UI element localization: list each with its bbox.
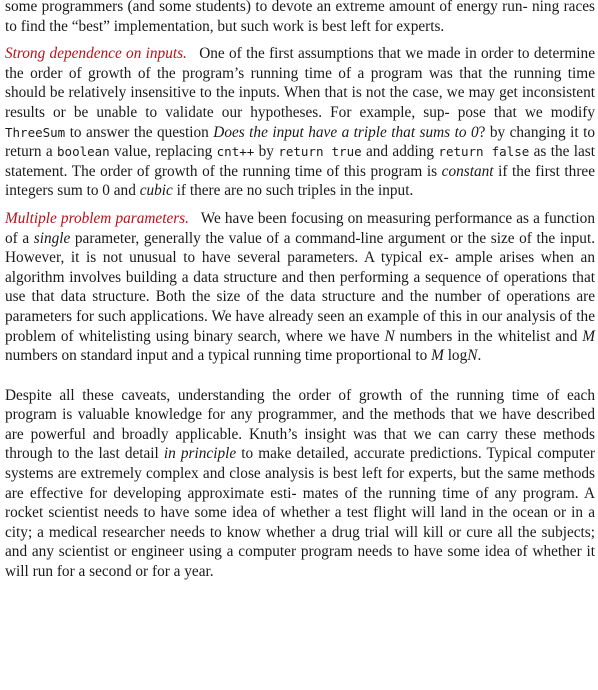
body-text: to make detailed, accurate predictions. Typical computer systems are extremely complex and close analysis is best left for experts, but the same methods are effective for developing approximate esti- mates of the running time of any program. A rocket scientist needs to have some idea of whether a test flight will land in the ocean or in a city; a medical researcher needs to know whether a drug trial will kill or cure all the subjects; and any scientist or engineer using a computer program needs to have some idea of whether it will run for a second or for a year. xyxy=(5,445,595,581)
body-text: if there are no such triples in the input. xyxy=(176,182,414,200)
body-text: One of the first assumptions that we made in order to determine the order of growth of the program’s running time of a program was that the running time should be relatively insensitive to the inputs. When that is not the case, we may get inconsistent results or be unable to validate our hypotheses. For example, sup- pose that we modify xyxy=(5,45,595,121)
variable-n: N xyxy=(467,347,478,365)
body-text: numbers on standard input and a typical running time proportional to xyxy=(5,347,428,365)
body-text: numbers in the whitelist and xyxy=(399,327,578,345)
body-text: as the last statement. The order of growth of the running time of this program is xyxy=(5,143,596,180)
body-text: parameter, generally the value of a command-line argument or the size of the input. However, it is not unusual to have several parameters. A typical ex- ample arises when an algorithm involves building a data structure and then performing a sequence of operations that use that data structure. Both the size of the data structure and the number of operations are parameters for such applications. We have already seen an example of this in our analysis of the problem of whitelisting using binary search, where we have xyxy=(5,229,596,345)
log-function: log xyxy=(447,347,468,365)
code-cnt: cnt++ xyxy=(216,144,255,160)
conclusion-paragraph xyxy=(5,386,595,582)
body-text: . xyxy=(477,347,482,365)
code-boolean: boolean xyxy=(57,144,110,160)
body-text: if the first three integers sum to 0 and xyxy=(5,162,596,200)
emphasis-in-principle: in principle xyxy=(163,445,237,463)
variable-m: M xyxy=(431,347,444,365)
body-text: We have been focusing on measuring performance as a function of a xyxy=(5,209,595,247)
emphasis-cubic: cubic xyxy=(139,182,173,200)
strong-dependence-paragraph xyxy=(5,44,595,201)
intro-line-1: some programmers (and some students) to devote an extreme amount of energy run- xyxy=(5,0,528,15)
body-text: ? by changing it to return a xyxy=(5,123,596,161)
body-text: and adding xyxy=(365,143,435,161)
body-text: Despite all these caveats, understanding the order of growth of the running time of each program is valuable knowledge for any programmer, and the methods that we have described are powerful and broadly applicable. Knuth’s insight was that we can carry these methods through to the last detail xyxy=(5,386,595,463)
code-return-true: return true xyxy=(278,144,362,160)
variable-n: N xyxy=(384,327,395,345)
emphasis-single: single xyxy=(33,229,71,247)
body-text: by xyxy=(258,143,274,161)
question-text: Does the input have a triple that sums to 0 xyxy=(213,123,479,141)
intro-paragraph xyxy=(5,0,595,36)
multiple-parameters-paragraph xyxy=(5,209,595,366)
strong-dependence-heading: Strong dependence on inputs. xyxy=(5,45,187,63)
code-return-false: return false xyxy=(438,144,530,160)
multiple-parameters-heading: Multiple problem parameters. xyxy=(5,209,189,227)
body-text: value, replacing xyxy=(114,143,213,161)
code-threesum: ThreeSum xyxy=(5,124,66,140)
intro-line-2: ning races to find the “best” implementation, but such work is best left for experts. xyxy=(5,0,595,35)
variable-m: M xyxy=(582,327,596,345)
emphasis-constant: constant xyxy=(441,162,494,180)
body-text: to answer the question xyxy=(69,123,209,141)
book-page xyxy=(5,0,595,582)
